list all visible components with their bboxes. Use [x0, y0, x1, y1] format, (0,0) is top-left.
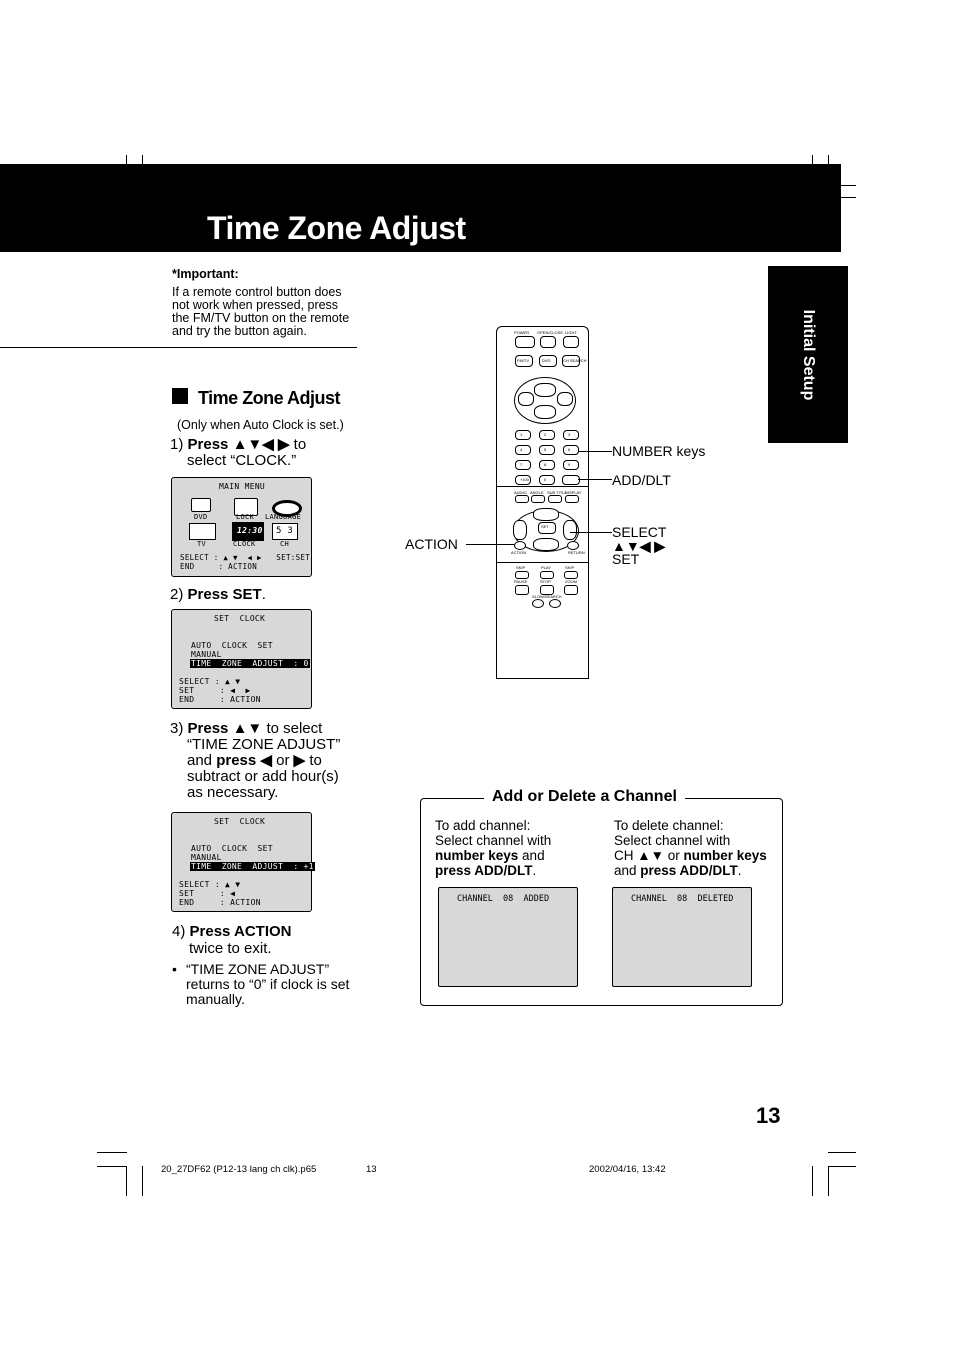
digit-label: 1 — [520, 432, 523, 437]
screen-footer: SELECT : ▲ ▼ — [179, 677, 241, 686]
screen-title: MAIN MENU — [219, 482, 266, 491]
digit-key[interactable] — [563, 430, 579, 440]
remote-label: STOP — [540, 579, 551, 584]
remote-label: POWER — [514, 330, 530, 335]
add-delete-title: Add or Delete a Channel — [492, 788, 677, 805]
menu-label-lock: LOCK — [236, 513, 255, 521]
slow-search-forward-button[interactable] — [549, 599, 561, 608]
instruction-line: To delete channel: — [614, 818, 724, 833]
pause-button[interactable] — [515, 585, 529, 595]
step-3 — [170, 721, 322, 737]
screen-line: AUTO CLOCK SET — [191, 641, 273, 650]
instruction-line: To add channel: — [435, 818, 531, 833]
screen-line: MANUAL — [191, 650, 222, 659]
step-number: 2) — [170, 586, 184, 603]
crop-mark — [828, 1166, 829, 1196]
zoom-button[interactable] — [564, 585, 578, 595]
ch-down-button[interactable] — [534, 405, 556, 419]
footer-filename: 20_27DF62 (P12-13 lang ch clk).p65 — [161, 1164, 317, 1175]
vol-up-button[interactable] — [557, 392, 573, 406]
angle-button[interactable] — [531, 495, 545, 503]
step-text: to select — [266, 720, 323, 737]
callout-number-keys: NUMBER keys — [612, 443, 706, 459]
play-button[interactable] — [540, 571, 554, 579]
callout-line — [578, 479, 612, 480]
remote-label: SET — [541, 524, 549, 529]
remote-label: DVD — [542, 358, 551, 363]
remote-label: ANGLE — [530, 490, 544, 495]
digit-label: +100 — [520, 477, 530, 482]
bullet-note — [172, 962, 349, 1007]
callout-line — [578, 451, 612, 452]
screen-line: MANUAL — [191, 853, 222, 862]
bullet-line: returns to “0” if clock is set — [186, 976, 350, 992]
remote-label: ZOOM — [565, 579, 577, 584]
step-3-line3 — [187, 753, 322, 769]
section-title: Time Zone Adjust — [198, 388, 341, 408]
step-3-line5: as necessary. — [187, 784, 279, 801]
instruction-bold: number keys — [435, 848, 519, 863]
remote-label: OPEN/CLOSE — [537, 330, 564, 335]
step-text: to — [293, 436, 307, 453]
instruction-bold: press ADD/DLT — [435, 863, 533, 878]
screen-footer: END : ACTION — [180, 562, 258, 571]
step-action: Press — [187, 720, 229, 737]
subtitle-button[interactable] — [548, 495, 562, 503]
remote-label: PLAY — [541, 565, 551, 570]
digit-key[interactable] — [539, 475, 555, 485]
instruction-text: and — [518, 848, 545, 863]
return-button[interactable] — [567, 541, 579, 550]
step-number: 3) — [170, 720, 184, 737]
slow-search-back-button[interactable] — [532, 599, 544, 608]
crop-mark — [828, 1152, 856, 1153]
tv-icon — [189, 523, 216, 540]
callout-set: SET — [612, 551, 640, 567]
remote-label: DISPLAY — [565, 490, 582, 495]
power-button[interactable] — [515, 336, 535, 348]
remote-label: RETURN — [568, 550, 585, 555]
crop-mark — [828, 1166, 856, 1167]
step-1-line2: select “CLOCK.” — [187, 452, 297, 469]
callout-line — [570, 532, 612, 533]
remote-label: CH SEARCH — [563, 358, 587, 363]
footer-page: 13 — [366, 1164, 377, 1175]
remote-label: SKIP — [565, 565, 575, 570]
digit-key[interactable] — [515, 475, 531, 485]
section-bullet-square — [172, 388, 188, 404]
screen-line-highlighted: TIME ZONE ADJUST : 0 — [191, 659, 309, 668]
add-delete-title-wrap — [484, 788, 685, 806]
step-text: and — [187, 752, 213, 769]
screen-footer: SELECT : ▲ ▼ ◀ ▶ SET:SET — [180, 553, 311, 562]
callout-select-arrows: ▲▼◀ ▶ — [612, 538, 666, 554]
display-button[interactable] — [565, 495, 579, 503]
bullet-line: manually. — [186, 991, 245, 1007]
add-channel-instructions — [435, 818, 551, 878]
step-4 — [172, 924, 292, 940]
step-text: to — [309, 752, 322, 769]
side-tab — [768, 266, 848, 443]
step-number: 1) — [170, 436, 184, 453]
ch-icon — [272, 523, 298, 540]
digit-label: 7 — [520, 462, 523, 467]
step-3-line4: subtract or add hour(s) — [187, 768, 339, 785]
light-button[interactable] — [563, 336, 579, 348]
screen-title: SET CLOCK — [214, 817, 266, 826]
instruction-bold: number keys — [683, 848, 767, 863]
step-number: 4) — [172, 923, 186, 940]
set-clock-screen — [171, 609, 312, 709]
step-3-line2: “TIME ZONE ADJUST” — [187, 736, 341, 753]
step-4-line2: twice to exit. — [189, 940, 272, 957]
important-line: If a remote control button does — [172, 285, 342, 299]
remote-label: ACTION — [511, 550, 527, 555]
instruction-text: or — [663, 848, 684, 863]
down-arrow-button[interactable] — [533, 538, 559, 551]
menu-label-language: LANGUAGE — [265, 513, 302, 521]
crop-mark — [97, 1152, 127, 1153]
step-text: or — [276, 752, 290, 769]
digit-key[interactable] — [539, 460, 555, 470]
remote-divider — [496, 486, 589, 487]
up-arrow-button[interactable] — [533, 508, 559, 521]
step-2 — [170, 587, 266, 603]
bullet: • — [172, 961, 177, 977]
remote-label: SKIP — [516, 565, 526, 570]
delete-channel-instructions — [614, 818, 767, 878]
side-tab-label: Initial Setup — [800, 309, 817, 400]
digit-key[interactable] — [515, 460, 531, 470]
skip-forward-button[interactable] — [564, 571, 578, 579]
open-close-button[interactable] — [540, 336, 556, 348]
vol-down-button[interactable] — [518, 392, 534, 406]
ch-icon-text: 5 3 — [276, 526, 294, 536]
right-arrow-icon: ▶ — [293, 752, 306, 769]
footer-date: 2002/04/16, 13:42 — [589, 1164, 666, 1175]
instruction-text: CH — [614, 848, 638, 863]
instruction-line: Select channel with — [435, 833, 552, 848]
main-menu-screen — [171, 477, 312, 577]
instruction-text: and — [614, 863, 641, 878]
screen-text: CHANNEL 08 ADDED — [457, 894, 550, 904]
screen-footer: END : ACTION — [179, 898, 261, 907]
screen-line-highlighted: TIME ZONE ADJUST : +1 — [191, 862, 314, 871]
section-note: (Only when Auto Clock is set.) — [177, 418, 344, 432]
important-line: and try the button again. — [172, 324, 307, 338]
menu-label-tv: TV — [197, 540, 207, 548]
digit-key[interactable] — [563, 445, 579, 455]
left-arrow-button[interactable] — [513, 520, 527, 540]
step-action: press — [216, 752, 257, 769]
remote-label: FM/TV — [517, 358, 529, 363]
action-button[interactable] — [514, 541, 526, 550]
skip-back-button[interactable] — [515, 571, 529, 579]
screen-footer: SET : ◀ ▶ — [179, 686, 251, 695]
screen-text: CHANNEL 08 DELETED — [631, 894, 734, 904]
remote-label: AUDIO — [514, 490, 527, 495]
section-divider — [0, 347, 357, 348]
step-1 — [170, 437, 306, 453]
ch-arrows-icon: ▲▼ — [637, 848, 664, 863]
menu-label-dvd: DVD — [194, 513, 208, 521]
digit-label: 4 — [520, 447, 523, 452]
screen-footer: END : ACTION — [179, 695, 261, 704]
callout-action: ACTION — [405, 536, 458, 552]
channel-added-screen — [438, 887, 578, 987]
digit-label: 0 — [544, 477, 547, 482]
important-text — [172, 286, 362, 338]
remote-label: LIGHT — [565, 330, 577, 335]
crop-mark — [812, 1166, 813, 1196]
digit-key[interactable] — [515, 430, 531, 440]
instruction-text: . — [737, 863, 742, 878]
remote-label: PAUSE — [514, 579, 528, 584]
step-text: . — [261, 586, 266, 603]
digit-label: 3 — [568, 432, 571, 437]
menu-label-ch: CH — [280, 540, 290, 548]
remote-label: SLOW/SEARCH — [532, 594, 562, 599]
important-line: not work when pressed, press — [172, 298, 339, 312]
screen-line: AUTO CLOCK SET — [191, 844, 273, 853]
dvd-icon — [191, 498, 211, 512]
digit-key[interactable] — [539, 430, 555, 440]
crop-mark — [97, 1166, 127, 1167]
clock-icon-text: 12:30 — [237, 526, 263, 535]
callout-line — [466, 544, 514, 545]
page-number: 13 — [756, 1103, 781, 1128]
step-action: Press ACTION — [189, 923, 292, 940]
menu-label-clock: CLOCK — [233, 540, 256, 548]
screen-footer: SET : ◀ — [179, 889, 236, 898]
digit-label: 6 — [568, 447, 571, 452]
arrow-keys-icon: ▲▼ — [232, 720, 263, 737]
right-arrow-button[interactable] — [563, 520, 577, 540]
digit-label: 2 — [544, 432, 547, 437]
instruction-text: . — [532, 863, 537, 878]
page-title: Time Zone Adjust — [207, 210, 466, 246]
digit-label: 8 — [544, 462, 547, 467]
step-action: Press — [187, 436, 229, 453]
bullet-line: “TIME ZONE ADJUST” — [186, 961, 330, 977]
callout-add-dlt: ADD/DLT — [612, 472, 671, 488]
digit-label: 9 — [568, 462, 571, 467]
digit-key[interactable] — [539, 445, 555, 455]
arrow-keys-icon: ▲▼◀ ▶ — [232, 436, 290, 453]
remote-label: SUB TITLE — [547, 490, 568, 495]
ch-up-button[interactable] — [534, 383, 556, 397]
crop-mark — [126, 1166, 127, 1196]
digit-key[interactable] — [515, 445, 531, 455]
crop-mark — [142, 1166, 143, 1196]
instruction-line: Select channel with — [614, 833, 731, 848]
add-dlt-button[interactable] — [562, 475, 580, 485]
important-heading: *Important: — [172, 267, 239, 281]
digit-key[interactable] — [563, 460, 579, 470]
clock-icon — [232, 522, 264, 541]
audio-button[interactable] — [515, 495, 529, 503]
left-arrow-icon: ◀ — [260, 752, 272, 769]
digit-label: 5 — [544, 447, 547, 452]
screen-footer: SELECT : ▲ ▼ — [179, 880, 241, 889]
instruction-bold: press ADD/DLT — [640, 863, 738, 878]
channel-deleted-screen — [612, 887, 752, 987]
step-action: Press SET — [187, 586, 262, 603]
screen-title: SET CLOCK — [214, 614, 266, 623]
set-clock-screen-adjusted — [171, 812, 312, 912]
callout-select: SELECT — [612, 524, 667, 540]
important-line: the FM/TV button on the remote — [172, 311, 350, 325]
remote-divider — [496, 562, 589, 563]
